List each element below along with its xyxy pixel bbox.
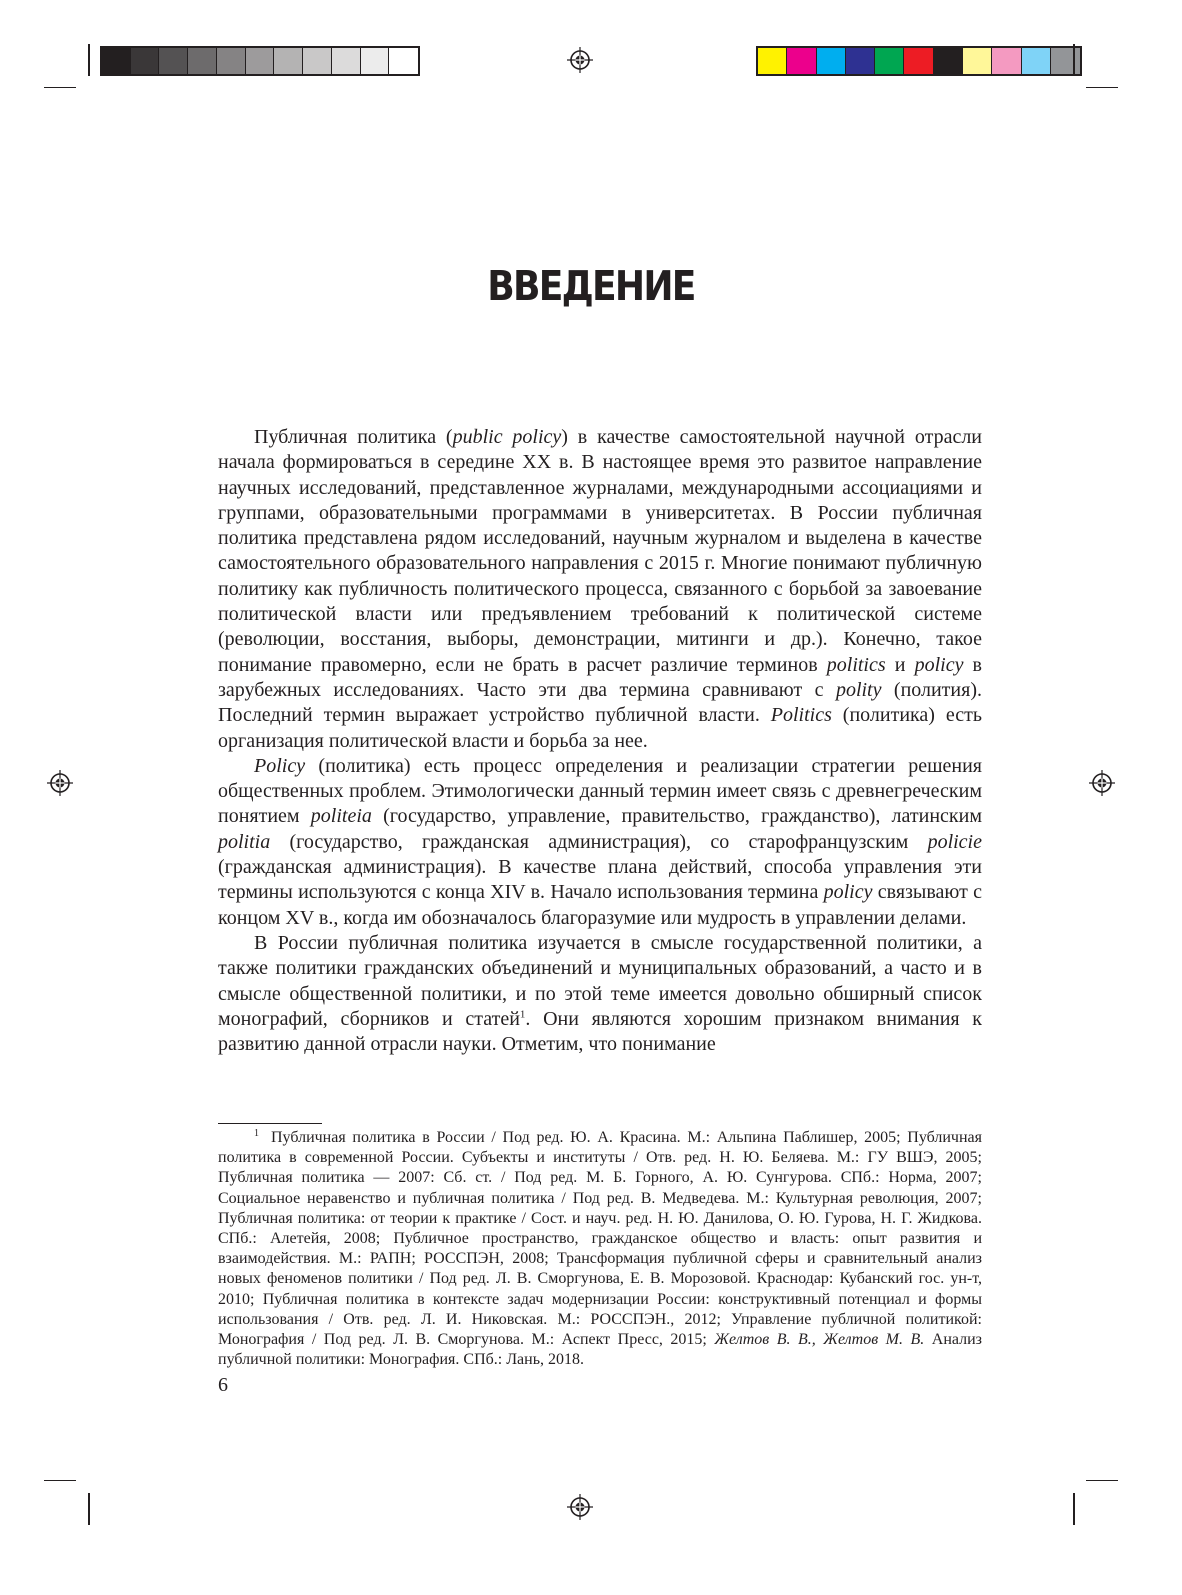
gray-swatch bbox=[332, 48, 361, 74]
crop-mark bbox=[44, 1480, 76, 1481]
italic-term: public policy bbox=[452, 426, 562, 448]
italic-term: politics bbox=[826, 653, 886, 676]
italic-term: polity bbox=[835, 678, 882, 701]
footnote-paragraph bbox=[218, 1128, 982, 1370]
paragraph bbox=[218, 931, 982, 1057]
crop-mark bbox=[44, 87, 76, 88]
crop-mark bbox=[88, 44, 90, 76]
gray-swatch bbox=[131, 48, 160, 74]
italic-term: policy bbox=[914, 653, 964, 676]
color-swatch bbox=[817, 48, 846, 74]
gray-swatch bbox=[159, 48, 188, 74]
text-run: (политика) есть процесс определения и реализации стратегии решения общественных проблем. Этимологически данный термин имеет связь с древнегреческим понятием bbox=[218, 754, 982, 828]
text-run: (государство, гражданская администрация), со старофранцузским bbox=[270, 830, 928, 853]
footnote-mark: 1 bbox=[254, 1127, 259, 1139]
gray-swatch bbox=[217, 48, 246, 74]
registration-mark-icon bbox=[567, 1494, 593, 1520]
color-swatch bbox=[992, 48, 1021, 74]
crop-mark bbox=[1073, 1493, 1075, 1525]
paragraph bbox=[218, 425, 982, 754]
body-text bbox=[218, 425, 982, 1057]
color-swatch bbox=[787, 48, 816, 74]
text-run: Публичная политика ( bbox=[254, 426, 453, 448]
crop-mark bbox=[1086, 87, 1118, 88]
italic-term: politeia bbox=[310, 805, 372, 828]
text-run: в зарубежных исследованиях. Часто эти два термина сравнивают с bbox=[218, 653, 982, 701]
page-number: 6 bbox=[218, 1374, 228, 1396]
gray-swatch bbox=[361, 48, 390, 74]
text-run: связывают с концом XV в., когда им обозначалось благоразумие или мудрость в управлении делами. bbox=[218, 881, 982, 929]
italic-term: Policy bbox=[254, 754, 306, 777]
text-run: (гражданская администрация). В качестве плана действий, способа управления эти термины используются с конца XIV в. Начало использования термина bbox=[218, 856, 982, 904]
chapter-title: ВВЕДЕНИЕ bbox=[487, 262, 695, 310]
text-run: (государство, управление, правительство, гражданство), латинским bbox=[371, 805, 982, 828]
color-swatch bbox=[934, 48, 963, 74]
footnote bbox=[218, 1128, 982, 1370]
color-calibration-strip bbox=[756, 46, 1082, 76]
crop-mark bbox=[88, 1493, 90, 1525]
registration-mark-icon bbox=[1089, 770, 1115, 796]
paragraph bbox=[218, 754, 982, 931]
italic-term: Politics bbox=[770, 704, 832, 727]
italic-term: politia bbox=[218, 830, 271, 853]
gray-swatch bbox=[102, 48, 131, 74]
text-run: ) в качестве самостоятельной научной отрасли начала формироваться в середине XX в. В настоящее время это развитое направление научных исследований, представленное журналами, международными ассоциациями и группами, образовательными программами в университетах. В России публичная политика представлена рядом исследований, научным журналом и выделена в качестве самостоятельного образовательного направления с 2015 г. Многие понимают публичную политику как публичность политического процесса, связанного с борьбой за завоевание политической власти или предъявлением требований к политической системе (революции, восстания, выборы, демонстрации, митинги и др.). Конечно, такое понимание правомерно, если не брать в расчет различие терминов bbox=[218, 426, 982, 676]
color-swatch bbox=[963, 48, 992, 74]
crop-mark bbox=[1086, 1480, 1118, 1481]
footnote-reference: 1 bbox=[519, 1008, 526, 1021]
text-run: Анализ публичной политики: Монография. СПб.: Лань, 2018. bbox=[218, 1331, 983, 1369]
color-swatch bbox=[904, 48, 933, 74]
footnote-divider bbox=[218, 1123, 322, 1124]
italic-authors: Желтов В. В., Желтов М. В. bbox=[714, 1331, 925, 1349]
gray-swatch bbox=[389, 48, 418, 74]
registration-mark-icon bbox=[47, 770, 73, 796]
color-swatch bbox=[1051, 48, 1080, 74]
grayscale-calibration-strip bbox=[100, 46, 420, 76]
text-run: В России публичная политика изучается в смысле государственной политики, а также политики гражданских объединений и муниципальных образований, а часто и в смысле общественной политики, и по этой теме имеется довольно обширный список монографий, сборников и статей bbox=[218, 931, 982, 1030]
text-run: (полития). Последний термин выражает устройство публичной власти. bbox=[218, 678, 982, 727]
gray-swatch bbox=[188, 48, 217, 74]
text-run: и bbox=[885, 653, 915, 676]
text-run: (политика) есть организация политической власти и борьба за нее. bbox=[218, 704, 982, 752]
registration-mark-icon bbox=[567, 47, 593, 73]
text-run: Публичная политика в России / Под ред. Ю. А. Красина. М.: Альпина Паблишер, 2005; Публичная политика в современной России. Субъекты и институты / Отв. ред. Н. Ю. Беляева. М.: ГУ ВШЭ, 2005; Публичная политика — 2007: Сб. ст. / Под ред. М. Б. Горного, А. Ю. Сунгурова. СПб.: Норма, 2007; Социальное неравенство и публичная политика / Под ред. В. Медведева. М.: Культурная революция, 2007; Публичная политика: от теории к практике / Сост. и науч. ред. Н. Ю. Данилова, О. Ю. Гурова, Н. Г. Жидкова. СПб.: Алетейя, 2008; Публичное пространство, гражданское общество и власть: опыт развития и взаимодействия. М.: РАПН; РОССПЭН, 2008; Трансформация публичной сферы и сравнительный анализ новых феноменов политики / Под ред. Л. В. Сморгунова, Е. В. Морозовой. Краснодар: Кубанский гос. ун-т, 2010; Публичная политика в контексте задач модернизации России: конструктивный потенциал и формы использования / Отв. ред. Л. И. Никовская. М.: РОССПЭН., 2012; Управление публичной политикой: Монография / Под ред. Л. В. Сморгунова. М.: Аспект Пресс, 2015; bbox=[218, 1129, 982, 1349]
italic-term: policy bbox=[823, 881, 873, 904]
text-run: . Они являются хорошим признаком внимания к развитию данной отрасли науки. Отметим, что понимание bbox=[218, 1007, 982, 1056]
gray-swatch bbox=[274, 48, 303, 74]
italic-term: policie bbox=[927, 830, 982, 853]
gray-swatch bbox=[246, 48, 275, 74]
crop-mark bbox=[1073, 44, 1075, 76]
color-swatch bbox=[846, 48, 875, 74]
color-swatch bbox=[758, 48, 787, 74]
color-swatch bbox=[1022, 48, 1051, 74]
gray-swatch bbox=[303, 48, 332, 74]
color-swatch bbox=[875, 48, 904, 74]
